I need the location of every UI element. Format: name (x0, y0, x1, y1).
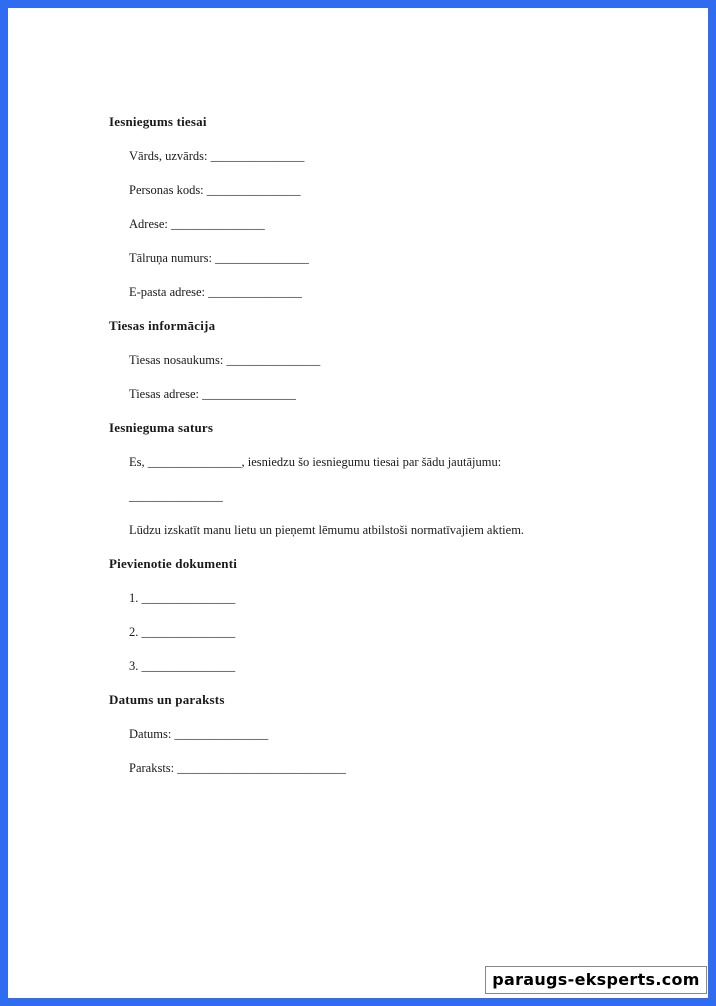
field-label: E-pasta adrese: (129, 285, 206, 299)
field-label: Paraksts: (129, 761, 175, 775)
blank-line: _______________ (141, 659, 236, 673)
blank-line: _______________ (171, 217, 265, 231)
field-phone (129, 243, 669, 277)
field-label: Tālruņa numurs: (129, 251, 212, 265)
field-personal-code (129, 175, 669, 209)
blank-line: _______________ (210, 149, 305, 163)
section-applicant (109, 107, 669, 311)
blank-line: _______________ (141, 625, 236, 639)
field-email (129, 277, 669, 311)
field-signature (129, 753, 669, 787)
field-name (129, 141, 669, 175)
section-title: Tiesas informācija (109, 318, 216, 333)
blank-line: _______________ (129, 489, 223, 503)
field-label: Tiesas nosaukums: (129, 353, 224, 367)
attachment-item (129, 651, 669, 685)
item-number: 1. (129, 591, 139, 605)
blank-line: _______________ (215, 251, 309, 265)
field-address (129, 209, 669, 243)
section-title: Pievienotie dokumenti (109, 556, 238, 571)
blank-line: ___________________________ (177, 761, 347, 775)
section-court (109, 311, 669, 413)
item-number: 3. (129, 659, 139, 673)
field-label: Adrese: (129, 217, 168, 231)
section-title: Datums un paraksts (109, 692, 225, 707)
field-date (129, 719, 669, 753)
field-court-name (129, 345, 669, 379)
watermark-badge: paraugs-eksperts.com (485, 966, 707, 994)
blank-line: _______________ (206, 183, 301, 197)
blank-line: _______________ (208, 285, 302, 299)
section-attachments (109, 549, 669, 685)
field-label: Personas kods: (129, 183, 204, 197)
field-label: Tiesas adrese: (129, 387, 200, 401)
blank-line: _______________ (141, 591, 236, 605)
document-page (8, 8, 708, 998)
field-label: Datums: (129, 727, 172, 741)
attachment-item (129, 617, 669, 651)
field-label: Vārds, uzvārds: (129, 149, 208, 163)
section-title: Iesnieguma saturs (109, 420, 214, 435)
blank-line: _______________ (226, 353, 321, 367)
attachment-item (129, 583, 669, 617)
request-line: Lūdzu izskatīt manu lietu un pieņemt lēmumu atbilstoši normatīvajiem aktiem. (129, 523, 525, 537)
item-number: 2. (129, 625, 139, 639)
blank-line: _______________ (202, 387, 296, 401)
blank-line: _______________ (174, 727, 269, 741)
field-court-address (129, 379, 669, 413)
section-signature (109, 685, 669, 787)
section-content (109, 413, 669, 549)
section-title: Iesniegums tiesai (109, 114, 207, 129)
statement-line: Es, _______________, iesniedzu šo iesniegumu tiesai par šādu jautājumu: (129, 455, 502, 469)
document-content (109, 107, 669, 787)
